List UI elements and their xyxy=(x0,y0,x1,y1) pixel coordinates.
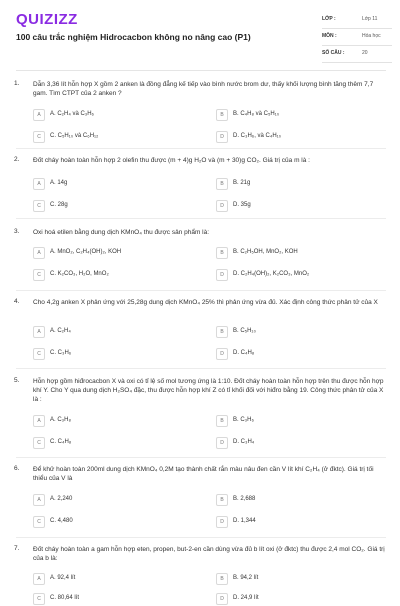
option-d[interactable] xyxy=(216,516,366,529)
option-d[interactable] xyxy=(216,131,366,144)
question-text: Dẫn 3,36 lít hỗn hợp X gồm 2 anken là đồng đẳng kế tiếp vào bình nước brom dư, thấy khối lượng bình tăng thêm 7,7 gam. Tìm CTPT của 2 anken ? xyxy=(33,81,374,97)
option-b[interactable] xyxy=(216,178,366,191)
option-a[interactable] xyxy=(33,326,183,339)
option-d[interactable] xyxy=(216,348,366,361)
option-b[interactable] xyxy=(216,573,366,586)
option-d[interactable] xyxy=(216,269,366,282)
option-text: C. K₂CO₃, H₂O, MnO₂ xyxy=(50,271,109,277)
option-letter-box: C xyxy=(33,348,45,360)
question-number: 4. xyxy=(14,298,20,305)
option-text: B. C₂H₅OH, MnO₂, KOH xyxy=(233,249,298,255)
meta-value: Lớp 11 xyxy=(362,16,378,22)
option-text: C. C₃H₆ xyxy=(50,350,72,356)
option-letter-box: A xyxy=(33,494,45,506)
option-letter-box: B xyxy=(216,109,228,121)
option-a[interactable] xyxy=(33,247,183,260)
document-title: 100 câu trắc nghiệm Hidrocacbon không no nâng cao (P1) xyxy=(16,32,251,42)
option-letter-box: D xyxy=(216,131,228,143)
option-c[interactable] xyxy=(33,269,183,282)
option-text: C. C₄H₈ xyxy=(50,439,72,445)
header-divider xyxy=(16,70,386,71)
question-divider xyxy=(16,368,386,369)
option-a[interactable] xyxy=(33,573,183,586)
option-text: B. C₄H₈ và C₅H₁₀ xyxy=(233,111,280,117)
option-text: B. 2,688 xyxy=(233,496,256,502)
option-text: A. MnO₂, C₂H₄(OH)₂, KOH xyxy=(50,249,122,255)
option-letter-box: A xyxy=(33,415,45,427)
option-text: B. C₅H₁₀ xyxy=(233,328,256,334)
option-text: C. C₅H₁₀ và C₆H₁₂ xyxy=(50,133,99,139)
option-letter-box: D xyxy=(216,269,228,281)
option-text: B. C₃H₆ xyxy=(233,417,254,423)
question-divider xyxy=(16,148,386,149)
document-header xyxy=(0,0,400,62)
option-d[interactable] xyxy=(216,437,366,450)
option-letter-box: B xyxy=(216,415,228,427)
option-text: A. 92,4 lít xyxy=(50,575,76,581)
option-c[interactable] xyxy=(33,437,183,450)
meta-label: SỐ CÂU : xyxy=(322,50,345,56)
option-letter-box: A xyxy=(33,247,45,259)
option-letter-box: D xyxy=(216,593,228,605)
question-divider xyxy=(16,457,386,458)
option-text: A. 2,240 xyxy=(50,496,73,502)
question-number: 2. xyxy=(14,156,20,163)
option-text: D. 1,344 xyxy=(233,518,256,524)
option-letter-box: A xyxy=(33,573,45,585)
meta-row-grade xyxy=(322,12,392,29)
option-letter-box: B xyxy=(216,247,228,259)
option-text: A. 14g xyxy=(50,180,68,186)
option-text: D. C₃H₆, và C₄H₁₀ xyxy=(233,133,282,139)
option-text: D. 24,9 lít xyxy=(233,595,259,601)
meta-label: LỚP : xyxy=(322,16,336,22)
option-letter-box: C xyxy=(33,200,45,212)
option-text: C. 28g xyxy=(50,202,68,208)
option-b[interactable] xyxy=(216,415,366,428)
meta-row-subject xyxy=(322,29,392,46)
question-number: 1. xyxy=(14,80,20,87)
option-text: D. C₃H₄ xyxy=(233,439,255,445)
option-b[interactable] xyxy=(216,494,366,507)
option-text: B. 94,2 lít xyxy=(233,575,259,581)
option-letter-box: B xyxy=(216,573,228,585)
option-letter-box: C xyxy=(33,593,45,605)
question-divider xyxy=(16,290,386,291)
option-b[interactable] xyxy=(216,247,366,260)
question-text: Đốt cháy hoàn toàn a gam hỗn hợp eten, propen, but-2-en cần dùng vừa đủ b lít oxi (ở đktc) thu được 2,4 mol CO₂. Giá trị của b là: xyxy=(33,546,385,562)
option-text: A. C₂H₄ và C₃H₆ xyxy=(50,111,94,117)
question-text: Cho 4,2g anken X phản ứng với 25,28g dung dịch KMnO₄ 25% thì phản ứng vừa đủ. Xác định công thức phân tử của X xyxy=(33,299,378,306)
option-d[interactable] xyxy=(216,200,366,213)
question-divider xyxy=(16,537,386,538)
option-a[interactable] xyxy=(33,178,183,191)
option-c[interactable] xyxy=(33,131,183,144)
option-letter-box: C xyxy=(33,437,45,449)
option-text: D. 35g xyxy=(233,202,251,208)
option-letter-box: C xyxy=(33,269,45,281)
option-letter-box: C xyxy=(33,516,45,528)
option-a[interactable] xyxy=(33,109,183,122)
quizizz-logo: QUIZIZZ xyxy=(16,11,78,28)
question-text: Để khử hoàn toàn 200ml dung dịch KMnO₄ 0,2M tạo thành chất rắn màu nâu đen cần V lít khí C₂H₄ (ở đktc). Giá trị tối thiểu của V là xyxy=(33,466,374,482)
option-text: D. C₄H₈ xyxy=(233,350,255,356)
option-text: A. C₂H₄ xyxy=(50,328,71,334)
option-b[interactable] xyxy=(216,326,366,339)
option-letter-box: B xyxy=(216,494,228,506)
option-b[interactable] xyxy=(216,109,366,122)
option-a[interactable] xyxy=(33,494,183,507)
question-divider xyxy=(16,218,386,219)
meta-label: MÔN : xyxy=(322,33,337,39)
option-letter-box: D xyxy=(216,516,228,528)
option-c[interactable] xyxy=(33,516,183,529)
option-letter-box: D xyxy=(216,437,228,449)
option-a[interactable] xyxy=(33,415,183,428)
option-c[interactable] xyxy=(33,200,183,213)
option-text: D. C₂H₄(OH)₂, K₂CO₃, MnO₂ xyxy=(233,271,310,277)
option-text: C. 4,480 xyxy=(50,518,73,524)
question-text: Hỗn hợp gồm hiđrocacbon X và oxi có tỉ lệ số mol tương ứng là 1:10. Đốt cháy hoàn toàn hỗn hợp trên thu được hỗn hợp khí Y. Cho Y qua dung dịch H₂SO₄ đặc, thu được hỗn hợp khí Z có tỉ khối đối với hiđro bằng 19. Công thức phân tử của X là : xyxy=(33,378,384,403)
option-letter-box: B xyxy=(216,178,228,190)
meta-table xyxy=(322,12,392,63)
option-letter-box: A xyxy=(33,178,45,190)
meta-value: Hóa học xyxy=(362,33,381,39)
option-letter-box: D xyxy=(216,200,228,212)
option-letter-box: B xyxy=(216,326,228,338)
question-number: 7. xyxy=(14,545,20,552)
option-letter-box: C xyxy=(33,131,45,143)
option-letter-box: A xyxy=(33,326,45,338)
meta-value: 20 xyxy=(362,50,368,56)
option-c[interactable] xyxy=(33,348,183,361)
question-text: Đốt cháy hoàn toàn hỗn hợp 2 olefin thu được (m + 4)g H₂O và (m + 30)g CO₂. Giá trị của m là : xyxy=(33,157,310,164)
option-text: A. C₃H₈ xyxy=(50,417,71,423)
question-number: 5. xyxy=(14,377,20,384)
option-letter-box: A xyxy=(33,109,45,121)
question-number: 6. xyxy=(14,465,20,472)
option-letter-box: D xyxy=(216,348,228,360)
question-number: 3. xyxy=(14,228,20,235)
meta-row-count xyxy=(322,46,392,63)
question-text: Oxi hoá etilen bằng dung dịch KMnO₄ thu được sản phẩm là: xyxy=(33,229,210,236)
option-text: B. 21g xyxy=(233,180,251,186)
option-text: C. 80,64 lít xyxy=(50,595,80,601)
